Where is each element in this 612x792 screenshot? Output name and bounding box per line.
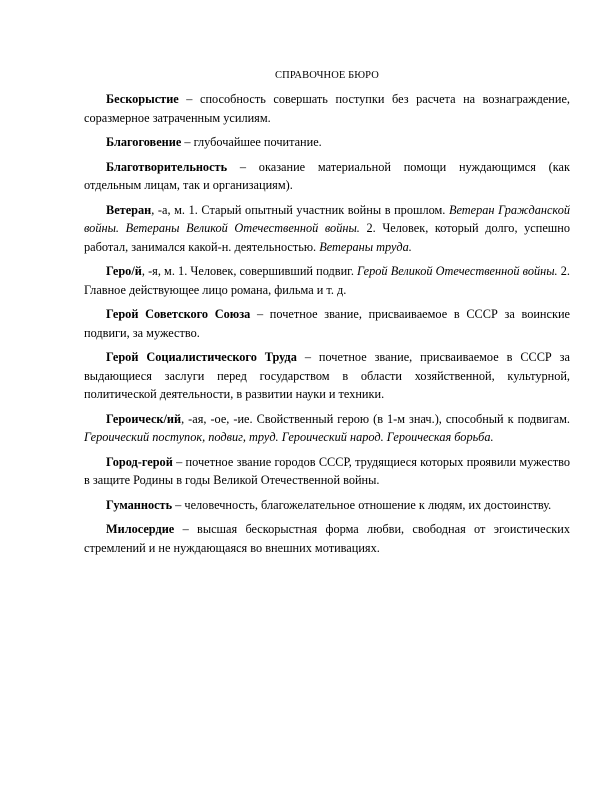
entry-definition: – глубочайшее почитание. bbox=[181, 135, 322, 149]
entry-beskorystie bbox=[84, 90, 570, 127]
entry-term: Город-герой bbox=[106, 454, 173, 469]
entry-definition: , -а, м. 1. Старый опытный участник войны в прошлом. bbox=[151, 202, 449, 217]
entry-definition: – оказание материальной помощи нуждающимся (как отдельным лицам, так и организациям). bbox=[84, 159, 570, 192]
entry-definition: – человечность, благожелательное отношение к людям, их достоинству. bbox=[172, 497, 552, 512]
entry-definition: – высшая бескорыстная форма любви, свободная от эгоистических стремлений и не нуждающаяся во внешних мотивациях. bbox=[84, 522, 570, 555]
entry-definition: 2. Главное действующее лицо романа, фильма и т. д. bbox=[84, 264, 570, 297]
entry-term: Бескорыстие bbox=[106, 92, 179, 106]
entry-term: Геро/й bbox=[106, 264, 142, 278]
entry-geroicheskii bbox=[84, 410, 570, 447]
entry-term: Ветеран bbox=[106, 202, 152, 217]
entry-definition: – почетное звание городов СССР, трудящиеся которых проявили мужество в защите Родины в годы Великой Отечественной войны. bbox=[84, 454, 570, 487]
entry-blagotvoritelnost bbox=[84, 158, 570, 195]
entry-definition: 2. Человек, который долго, успешно работал, занимался какой-н. деятельностью. bbox=[84, 221, 570, 254]
entry-example: Ветераны труда. bbox=[319, 239, 412, 254]
entry-veteran bbox=[84, 201, 570, 257]
entry-term: Гуманность bbox=[106, 497, 173, 512]
entry-definition: , -я, м. 1. Человек, совершивший подвиг. bbox=[141, 264, 358, 278]
entry-geroi-sovetskogo-soyuza bbox=[84, 305, 570, 342]
entry-term: Героическ/ий bbox=[106, 411, 182, 426]
entry-term: Благоговение bbox=[106, 135, 182, 149]
entry-geroi bbox=[84, 262, 570, 299]
entry-definition: , -ая, -ое, -ие. Свойственный герою (в 1-м знач.), способный к подвигам. bbox=[181, 411, 570, 426]
entry-blagogovenie bbox=[84, 133, 570, 152]
entry-definition: – почетное звание, присваиваемое в СССР за выдающиеся заслуги перед государством в области хозяйственной, культурной, политической деятельности, в развитии науки и техники. bbox=[84, 350, 570, 401]
page-title: СПРАВОЧНОЕ БЮРО bbox=[275, 70, 379, 81]
entry-term: Герой Социалистического Труда bbox=[106, 350, 297, 364]
entry-gorod-geroi bbox=[84, 453, 570, 490]
entry-term: Благотворительность bbox=[106, 159, 228, 174]
entry-term: Герой Советского Союза bbox=[106, 307, 251, 321]
entry-miloserdie bbox=[84, 520, 570, 557]
entry-example: Героический поступок, подвиг, труд. Героический народ. Героическая борьба. bbox=[84, 430, 494, 444]
entry-gumannost bbox=[84, 496, 570, 515]
entry-geroi-sotstruda bbox=[84, 348, 570, 404]
entry-definition: – способность совершать поступки без расчета на вознаграждение, соразмерное затраченным усилиям. bbox=[84, 92, 570, 125]
document-page bbox=[84, 70, 570, 563]
entry-term: Милосердие bbox=[106, 522, 175, 536]
entry-example: Ветеран Гражданской войны. Ветераны Великой Отечественной войны. bbox=[84, 202, 571, 235]
entry-example: Герой Великой Отечественной войны. bbox=[357, 264, 558, 278]
entry-definition: – почетное звание, присваиваемое в СССР за воинские подвиги, за мужество. bbox=[84, 307, 570, 340]
